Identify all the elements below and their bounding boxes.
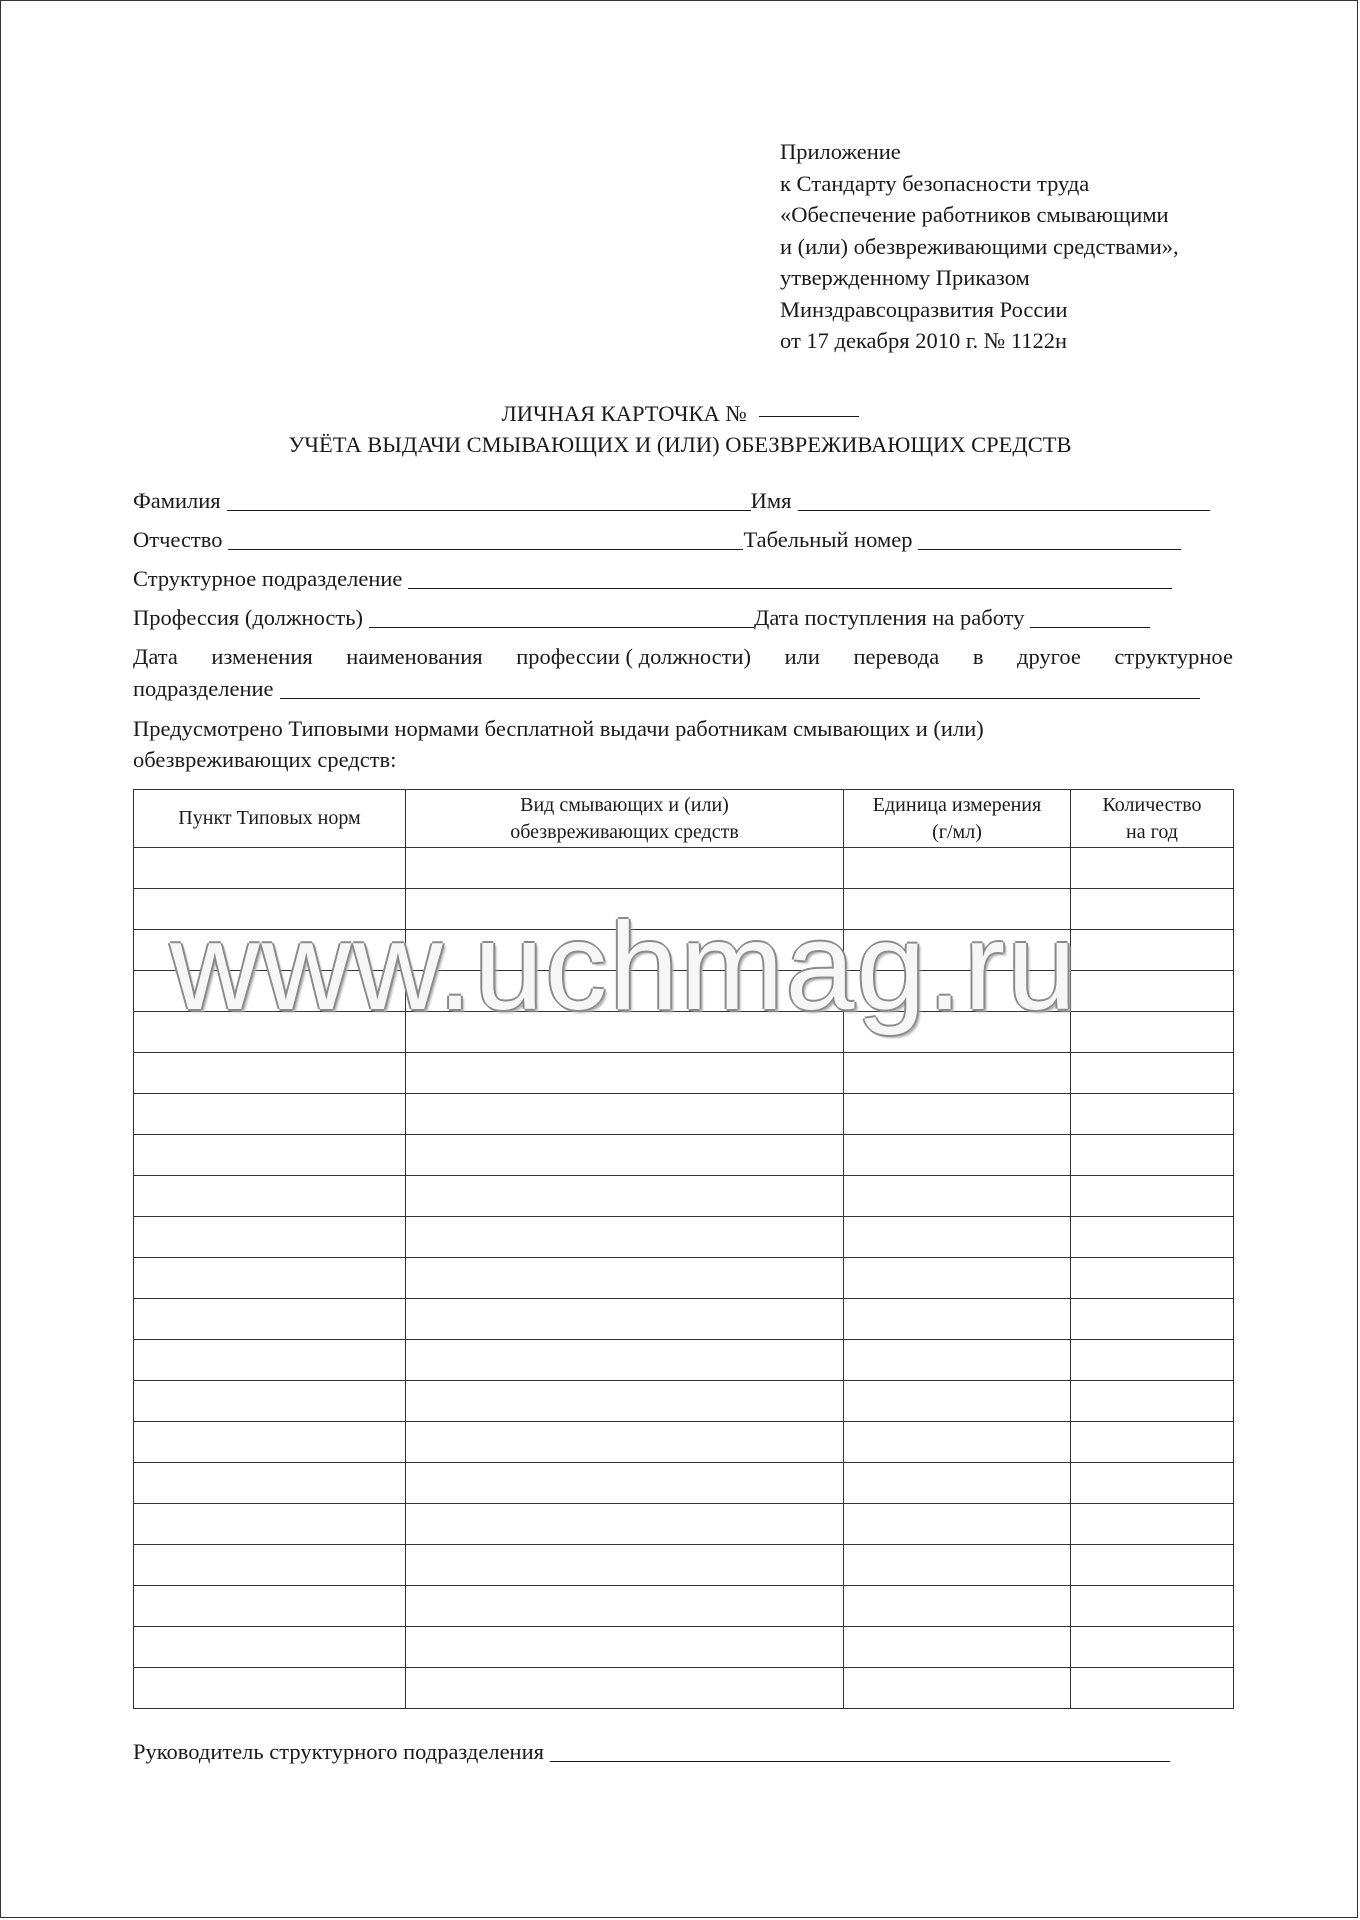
change-date-word: изменения: [211, 644, 313, 669]
table-cell[interactable]: [406, 1135, 844, 1176]
table-cell[interactable]: [844, 1176, 1071, 1217]
table-cell[interactable]: [844, 848, 1071, 889]
card-title: [0, 394, 1360, 429]
table-cell[interactable]: [134, 1545, 406, 1586]
table-cell[interactable]: [844, 1422, 1071, 1463]
table-cell[interactable]: [406, 1094, 844, 1135]
table-cell[interactable]: [406, 1217, 844, 1258]
table-cell[interactable]: [406, 848, 844, 889]
table-cell[interactable]: [134, 1053, 406, 1094]
table-cell[interactable]: [406, 1340, 844, 1381]
card-number-field[interactable]: [759, 394, 859, 417]
change-date-line: [133, 642, 1233, 672]
card-title-text: ЛИЧНАЯ КАРТОЧКА №: [501, 401, 747, 426]
change-date-word: в: [972, 644, 984, 669]
table-cell[interactable]: [844, 1504, 1071, 1545]
department-field[interactable]: [408, 566, 1172, 589]
table-row: [134, 1463, 1234, 1504]
table-cell[interactable]: [134, 1176, 406, 1217]
table-row: [134, 848, 1234, 889]
row-surname-name: [133, 485, 1233, 515]
table-cell[interactable]: [134, 1381, 406, 1422]
table-cell[interactable]: [1071, 1381, 1234, 1422]
table-cell[interactable]: [134, 1627, 406, 1668]
surname-field[interactable]: [227, 488, 751, 511]
table-cell[interactable]: [134, 1340, 406, 1381]
header-agent-type: Вид смывающих и (или) обезвреживающих средств: [406, 790, 844, 848]
table-cell[interactable]: [1071, 1504, 1234, 1545]
profession-label: Профессия (должность): [133, 605, 363, 630]
table-row: [134, 1545, 1234, 1586]
table-header-row: [134, 790, 1234, 848]
change-date-word: или: [784, 644, 820, 669]
table-cell[interactable]: [406, 1545, 844, 1586]
table-row: [134, 1504, 1234, 1545]
row-profession-hire: [133, 602, 1233, 632]
row-signature: [133, 1736, 1233, 1766]
table-cell[interactable]: [1071, 1299, 1234, 1340]
table-row: [134, 1053, 1234, 1094]
table-cell[interactable]: [134, 1422, 406, 1463]
change-date-word: профессии ( должности): [516, 644, 752, 669]
row-change-date-cont: [133, 673, 1233, 703]
row-patronymic-tab: [133, 524, 1233, 554]
table-cell[interactable]: [1071, 1176, 1234, 1217]
table-cell[interactable]: [844, 1094, 1071, 1135]
table-cell[interactable]: [844, 1299, 1071, 1340]
provision-line: обезвреживающих средств:: [133, 747, 397, 772]
table-cell[interactable]: [134, 1463, 406, 1504]
table-cell[interactable]: [406, 1463, 844, 1504]
table-cell[interactable]: [406, 1299, 844, 1340]
change-date-word: структурное: [1114, 644, 1233, 669]
table-cell[interactable]: [844, 1463, 1071, 1504]
table-cell[interactable]: [134, 848, 406, 889]
table-cell[interactable]: [844, 1586, 1071, 1627]
table-cell[interactable]: [1071, 1586, 1234, 1627]
table-cell[interactable]: [134, 1135, 406, 1176]
header-quantity: Количество на год: [1071, 790, 1234, 848]
table-cell[interactable]: [1071, 1422, 1234, 1463]
table-cell[interactable]: [1071, 1217, 1234, 1258]
profession-field[interactable]: [369, 605, 754, 628]
change-date-word: Дата: [133, 644, 178, 669]
tab-number-field[interactable]: [918, 527, 1181, 550]
header-unit: Единица измерения (г/мл): [844, 790, 1071, 848]
table-cell[interactable]: [1071, 1668, 1234, 1709]
appendix-line: «Обеспечение работников смывающими: [780, 202, 1169, 227]
signature-field[interactable]: [550, 1739, 1170, 1762]
name-field[interactable]: [798, 488, 1210, 511]
appendix-line: Минздравсоцразвития России: [780, 296, 1068, 322]
signature-label: Руководитель структурного подразделения: [133, 1739, 544, 1764]
table-cell[interactable]: [406, 1586, 844, 1627]
change-date-word: наименования: [346, 644, 483, 669]
table-cell[interactable]: [844, 1668, 1071, 1709]
table-row: [134, 1586, 1234, 1627]
table-cell[interactable]: [1071, 1340, 1234, 1381]
table-cell[interactable]: [406, 1053, 844, 1094]
table-cell[interactable]: [134, 1504, 406, 1545]
table-row: [134, 1258, 1234, 1299]
table-row: [134, 1176, 1234, 1217]
table-cell[interactable]: [844, 1258, 1071, 1299]
change-date-cont-label: подразделение: [133, 676, 274, 701]
card-subtitle: УЧЁТА ВЫДАЧИ СМЫВАЮЩИХ И (ИЛИ) ОБЕЗВРЕЖИВАЮЩИХ СРЕДСТВ: [288, 432, 1072, 457]
table-cell[interactable]: [844, 1217, 1071, 1258]
name-label: Имя: [750, 488, 792, 513]
table-cell[interactable]: [844, 1545, 1071, 1586]
hire-date-field[interactable]: [1030, 605, 1150, 628]
table-cell[interactable]: [406, 1258, 844, 1299]
table-cell[interactable]: [134, 1299, 406, 1340]
change-date-word: перевода: [853, 644, 940, 669]
table-cell[interactable]: [1071, 1627, 1234, 1668]
table-cell[interactable]: [1071, 1545, 1234, 1586]
patronymic-label: Отчество: [133, 527, 223, 552]
watermark: www.uchmag.ru: [170, 898, 1079, 1036]
table-cell[interactable]: [1071, 1094, 1234, 1135]
table-row: [134, 1422, 1234, 1463]
header-norm-item: Пункт Типовых норм: [134, 790, 406, 848]
table-cell[interactable]: [134, 1586, 406, 1627]
appendix-line: от 17 декабря 2010 г. № 1122н: [780, 328, 1068, 353]
provision-line: Предусмотрено Типовыми нормами бесплатной выдачи работникам смывающих и (или): [133, 716, 984, 741]
table-row: [134, 1627, 1234, 1668]
table-cell[interactable]: [406, 1381, 844, 1422]
table-cell[interactable]: [406, 1668, 844, 1709]
table-row: [134, 1381, 1234, 1422]
appendix-line: к Стандарту безопасности труда: [780, 170, 1090, 196]
appendix-line: и (или) обезвреживающими средствами»,: [780, 233, 1179, 259]
provision-text: [133, 713, 1233, 775]
table-row: [134, 1135, 1234, 1176]
table-row: [134, 1217, 1234, 1258]
table-cell[interactable]: [1071, 1053, 1234, 1094]
table-cell[interactable]: [134, 1668, 406, 1709]
table-cell[interactable]: [844, 1340, 1071, 1381]
table-cell[interactable]: [1071, 1463, 1234, 1504]
patronymic-field[interactable]: [228, 527, 743, 550]
row-department: [133, 563, 1233, 593]
table-cell[interactable]: [1071, 848, 1234, 889]
table-row: [134, 1340, 1234, 1381]
table-cell[interactable]: [406, 1504, 844, 1545]
table-cell[interactable]: [844, 1053, 1071, 1094]
appendix-block: [780, 136, 1300, 357]
department-label: Структурное подразделение: [133, 566, 403, 591]
table-cell[interactable]: [406, 1422, 844, 1463]
table-cell[interactable]: [406, 1627, 844, 1668]
table-cell[interactable]: [1071, 1135, 1234, 1176]
table-cell[interactable]: [1071, 1258, 1234, 1299]
table-cell[interactable]: [134, 1094, 406, 1135]
table-row: [134, 1299, 1234, 1340]
table-cell[interactable]: [844, 1135, 1071, 1176]
appendix-line: Приложение: [780, 139, 901, 164]
surname-label: Фамилия: [133, 488, 221, 513]
table-cell[interactable]: [844, 1381, 1071, 1422]
change-date-field[interactable]: [280, 676, 1200, 699]
table-row: [134, 1668, 1234, 1709]
table-cell[interactable]: [134, 1217, 406, 1258]
tab-number-label: Табельный номер: [743, 527, 913, 552]
change-date-word: другое: [1017, 644, 1081, 669]
table-cell[interactable]: [134, 1258, 406, 1299]
table-cell[interactable]: [406, 1176, 844, 1217]
table-cell[interactable]: [844, 1627, 1071, 1668]
appendix-line: утвержденному Приказом: [780, 265, 1030, 290]
table-row: [134, 1094, 1234, 1135]
hire-date-label: Дата поступления на работу: [753, 605, 1025, 630]
